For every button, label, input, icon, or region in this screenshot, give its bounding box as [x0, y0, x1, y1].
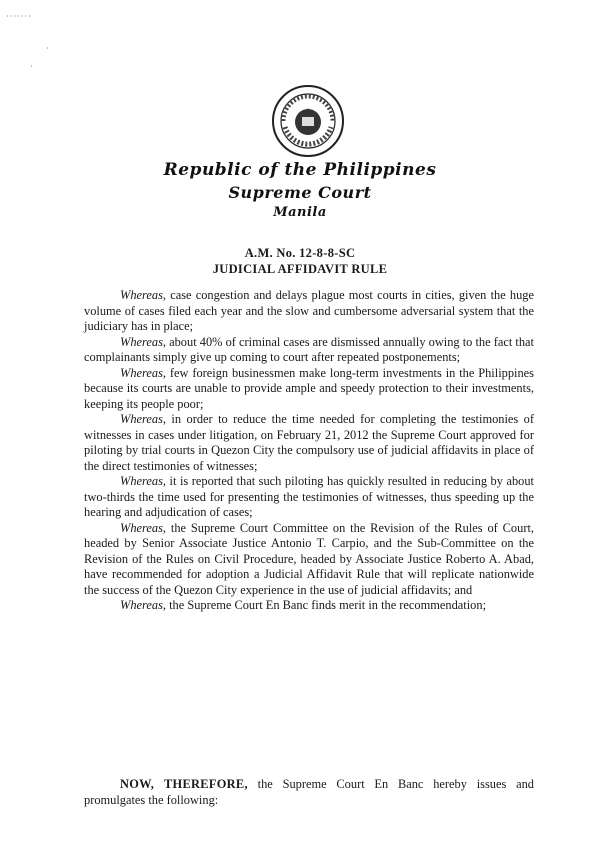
- whereas-clauses: [84, 288, 534, 614]
- scan-mark: ·: [30, 62, 34, 71]
- header-republic: Republic of the Philippines: [163, 160, 437, 180]
- whereas-clause: Whereas, in order to reduce the time needed for completing the testimonies of witnesses in cases under litigation, on February 21, 2012 the Supreme Court approved for piloting by trial courts in Quezon City the compulsory use of judicial affidavits in place of the direct testimonies of witnesses;: [84, 412, 534, 473]
- whereas-clause: Whereas, the Supreme Court Committee on the Revision of the Rules of Court, headed by Senior Associate Justice Antonio T. Carpio, and the Sub-Committee on the Revision of the Rules on Civil Procedure, headed by Associate Justice Roberto A. Abad, have recommended for adoption a Judicial Affidavit Rule that will replicate nationwide the success of the Quezon City experience in the use of judicial affidavits; and: [84, 520, 534, 597]
- whereas-clause: Whereas, about 40% of criminal cases are dismissed annually owing to the fact that complainants simply give up coming to court after repeated postponements;: [84, 334, 534, 364]
- scan-mark: ·······: [6, 12, 32, 21]
- scan-mark: ·: [46, 44, 50, 53]
- header-manila: Manila: [273, 205, 327, 220]
- whereas-clause: Whereas, case congestion and delays plague most courts in cities, given the huge volume of cases filed each year and the slow and cumbersome adversarial system that the judiciary has in place;: [84, 288, 534, 333]
- whereas-clause: Whereas, few foreign businessmen make long-term investments in the Philippines because its courts are unable to provide ample and speedy protection to their investments, keeping its people poor;: [84, 365, 534, 411]
- header-supreme-court: Supreme Court: [228, 183, 372, 202]
- whereas-clause: Whereas, it is reported that such piloting has quickly resulted in reducing by about two-thirds the time used for presenting the testimonies of witnesses, thus speeding up the hearing and adjudication of cases;: [84, 474, 534, 519]
- supreme-court-seal-icon: [271, 84, 345, 158]
- whereas-clause: Whereas, the Supreme Court En Banc finds merit in the recommendation;: [120, 598, 487, 612]
- resolution-clause: NOW, THEREFORE, the Supreme Court En Banc hereby issues and promulgates the following:: [84, 777, 534, 807]
- document-number: A.M. No. 12-8-8-SC: [244, 246, 356, 260]
- document-title: JUDICIAL AFFIDAVIT RULE: [212, 262, 388, 276]
